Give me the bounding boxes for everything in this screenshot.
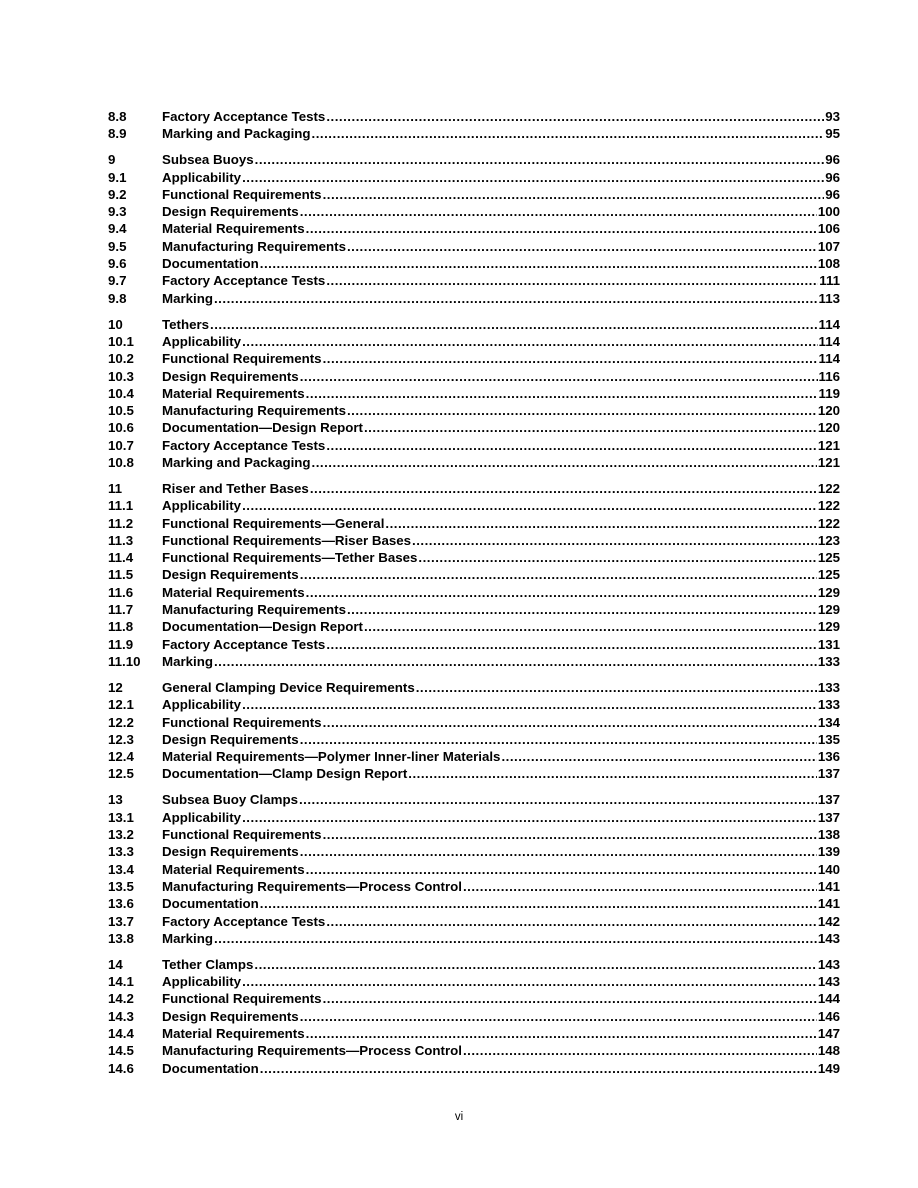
toc-page-number: 107	[817, 238, 840, 254]
toc-entry[interactable]	[108, 913, 840, 930]
toc-section-title: Material Requirements	[162, 221, 305, 237]
toc-page-number: 111	[819, 273, 840, 289]
toc-section-number: 13.7	[108, 913, 134, 929]
toc-section-number: 12.1	[108, 697, 134, 713]
toc-section-title: Design Requirements	[162, 731, 299, 747]
toc-section-number: 12	[108, 679, 123, 695]
toc-page-number: 114	[818, 351, 840, 367]
toc-page-number: 116	[818, 368, 840, 384]
toc-section-title: Factory Acceptance Tests	[162, 636, 326, 652]
toc-section-title: Design Requirements	[162, 844, 299, 860]
toc-section-number: 9.1	[108, 169, 127, 185]
toc-section-title: Factory Acceptance Tests	[162, 437, 326, 453]
toc-section-title: Functional Requirements	[162, 991, 322, 1007]
toc-page-number: 113	[818, 290, 840, 306]
toc-dot-leader	[300, 1008, 817, 1025]
toc-dot-leader	[412, 532, 817, 549]
toc-dot-leader	[299, 791, 817, 808]
toc-entry[interactable]	[108, 272, 840, 289]
toc-section-title: Documentation	[162, 256, 259, 272]
toc-entry[interactable]	[108, 402, 840, 419]
toc-dot-leader	[416, 679, 817, 696]
toc-section-number: 10.4	[108, 385, 134, 401]
toc-page-number: 121	[817, 455, 840, 471]
toc-section-title: Manufacturing Requirements	[162, 602, 346, 618]
toc-page-number: 119	[818, 385, 840, 401]
toc-dot-leader	[242, 973, 817, 990]
toc-dot-leader	[323, 826, 817, 843]
toc-entry[interactable]	[108, 437, 840, 454]
toc-entry[interactable]	[108, 497, 840, 514]
toc-section-title: Tethers	[162, 316, 210, 332]
toc-page-number: 122	[817, 498, 840, 514]
toc-dot-leader	[326, 272, 818, 289]
toc-page-number: 143	[817, 956, 840, 972]
toc-section-title: Documentation—Design Report	[162, 420, 363, 436]
toc-entry[interactable]	[108, 636, 840, 653]
toc-entry[interactable]	[108, 169, 840, 186]
toc-dot-leader	[326, 636, 816, 653]
toc-dot-leader	[254, 956, 816, 973]
toc-section-number: 11.3	[108, 532, 134, 548]
toc-section-number: 11.9	[108, 636, 134, 652]
toc-section-title: Applicability	[162, 697, 242, 713]
toc-page-number: 108	[817, 256, 840, 272]
toc-entry[interactable]	[108, 748, 840, 765]
toc-section-number: 10.2	[108, 351, 134, 367]
toc-section-number: 14.4	[108, 1025, 134, 1041]
toc-section-number: 14.6	[108, 1060, 134, 1076]
toc-entry[interactable]	[108, 714, 840, 731]
toc-dot-leader	[323, 990, 817, 1007]
toc-page-number: 129	[817, 584, 840, 600]
toc-section-number: 11.5	[108, 567, 134, 583]
toc-entry[interactable]	[108, 515, 840, 532]
toc-section-number: 13	[108, 792, 123, 808]
toc-page-number: 143	[817, 974, 840, 990]
toc-entry[interactable]	[108, 843, 840, 860]
toc-entry[interactable]	[108, 809, 840, 826]
toc-section-title: Manufacturing Requirements	[162, 403, 346, 419]
toc-section-number: 13.3	[108, 844, 134, 860]
toc-entry[interactable]	[108, 290, 840, 307]
toc-page-number: 134	[817, 714, 840, 730]
toc-section-title: Design Requirements	[162, 1008, 299, 1024]
toc-section-title: Material Requirements	[162, 1025, 305, 1041]
toc-dot-leader	[306, 1025, 817, 1042]
toc-section-number: 13.6	[108, 896, 134, 912]
toc-dot-leader	[242, 696, 817, 713]
toc-section-number: 9.4	[108, 221, 127, 237]
toc-section-title: Factory Acceptance Tests	[162, 109, 326, 124]
toc-section-title: Material Requirements	[162, 385, 305, 401]
toc-dot-leader	[214, 290, 818, 307]
toc-dot-leader	[260, 895, 817, 912]
toc-entry[interactable]	[108, 990, 840, 1007]
toc-section-number: 14.1	[108, 974, 134, 990]
toc-page-number: 120	[817, 420, 840, 436]
toc-section-title: Marking	[162, 930, 213, 946]
toc-entry[interactable]	[108, 316, 840, 333]
toc-page-number: 114	[818, 316, 840, 332]
toc-page-number: 146	[817, 1008, 840, 1024]
toc-page-number: 122	[817, 515, 840, 531]
toc-page-number: 96	[825, 169, 840, 185]
toc-section-number: 13.2	[108, 827, 134, 843]
toc-entry[interactable]	[108, 1042, 840, 1059]
toc-section-title: Documentation	[162, 896, 259, 912]
toc-section-number: 10.6	[108, 420, 134, 436]
toc-entry[interactable]	[108, 186, 840, 203]
toc-page-number: 136	[817, 749, 840, 765]
toc-entry[interactable]	[108, 895, 840, 912]
toc-page-number: 139	[817, 844, 840, 860]
toc-section-number: 9.3	[108, 204, 127, 220]
toc-section-title: General Clamping Device Requirements	[162, 679, 415, 695]
toc-entry[interactable]	[108, 930, 840, 947]
toc-dot-leader	[463, 1042, 817, 1059]
toc-dot-leader	[326, 437, 816, 454]
toc-section-title: Applicability	[162, 333, 242, 349]
toc-entry[interactable]	[108, 419, 840, 436]
toc-entry[interactable]	[108, 731, 840, 748]
toc-section-title: Functional Requirements	[162, 186, 322, 202]
toc-entry[interactable]	[108, 973, 840, 990]
toc-dot-leader	[312, 454, 817, 471]
toc-page-number: 148	[817, 1043, 840, 1059]
toc-entry[interactable]	[108, 385, 840, 402]
toc-entry[interactable]	[108, 220, 840, 237]
toc-section-number: 10	[108, 316, 123, 332]
toc-entry[interactable]	[108, 878, 840, 895]
toc-page-number: 129	[817, 619, 840, 635]
toc-dot-leader	[242, 333, 817, 350]
toc-section-title: Design Requirements	[162, 204, 299, 220]
toc-section-title: Functional Requirements—General	[162, 515, 385, 531]
toc-entry[interactable]	[108, 151, 840, 168]
toc-section-number: 11	[108, 481, 123, 496]
toc-dot-leader	[260, 255, 817, 272]
toc-dot-leader	[300, 203, 817, 220]
toc-entry[interactable]	[108, 1025, 840, 1042]
toc-page-number: 142	[817, 913, 840, 929]
toc-page-number: 133	[817, 653, 840, 669]
toc-section-title: Manufacturing Requirements—Process Control	[162, 878, 462, 894]
toc-page-number: 135	[817, 731, 840, 747]
toc-entry[interactable]	[108, 618, 840, 635]
toc-section-title: Subsea Buoys	[162, 152, 254, 168]
toc-entry[interactable]	[108, 238, 840, 255]
toc-section-number: 10.7	[108, 437, 134, 453]
toc-entry[interactable]	[108, 532, 840, 549]
toc-section-number: 9	[108, 152, 116, 168]
toc-dot-leader	[323, 714, 817, 731]
toc-section-title: Factory Acceptance Tests	[162, 913, 326, 929]
toc-section-title: Functional Requirements	[162, 714, 322, 730]
toc-dot-leader	[364, 419, 817, 436]
toc-page-number: 133	[817, 697, 840, 713]
toc-entry[interactable]	[108, 566, 840, 583]
toc-section-title: Applicability	[162, 809, 242, 825]
toc-dot-leader	[323, 350, 818, 367]
toc-section-number: 10.5	[108, 403, 134, 419]
toc-dot-leader	[214, 653, 817, 670]
toc-section-number: 11.10	[108, 653, 141, 669]
toc-dot-leader	[385, 515, 816, 532]
toc-section-number: 13.4	[108, 861, 134, 877]
toc-section-number: 11.6	[108, 584, 134, 600]
toc-entry[interactable]	[108, 765, 840, 782]
toc-page-number: 144	[817, 991, 840, 1007]
toc-dot-leader	[347, 601, 817, 618]
toc-dot-leader	[323, 186, 825, 203]
toc-section-number: 11.8	[108, 619, 134, 635]
toc-section-number: 9.6	[108, 256, 127, 272]
toc-page-number: 133	[817, 679, 840, 695]
toc-section-title: Tether Clamps	[162, 956, 254, 972]
toc-entry[interactable]	[108, 454, 840, 471]
toc-entry[interactable]	[108, 203, 840, 220]
toc-entry[interactable]	[108, 1060, 840, 1077]
toc-page-number: 137	[817, 809, 840, 825]
toc-section-title: Manufacturing Requirements—Process Control	[162, 1043, 462, 1059]
toc-section-title: Riser and Tether Bases	[162, 481, 309, 496]
toc-section-title: Material Requirements	[162, 584, 305, 600]
toc-page-number: 131	[817, 636, 840, 652]
toc-page-number: 147	[817, 1025, 840, 1041]
toc-section-title: Design Requirements	[162, 368, 299, 384]
toc-dot-leader	[306, 861, 817, 878]
toc-page-number: 129	[817, 602, 840, 618]
toc-section-number: 9.2	[108, 186, 127, 202]
toc-dot-leader	[463, 878, 817, 895]
toc-dot-leader	[214, 930, 817, 947]
toc-section-number: 8.8	[108, 109, 127, 124]
toc-page-number: 122	[817, 481, 840, 496]
toc-dot-leader	[306, 220, 817, 237]
toc-page-number: 141	[817, 878, 840, 894]
toc-entry[interactable]	[108, 255, 840, 272]
toc-entry[interactable]	[108, 333, 840, 350]
toc-dot-leader	[260, 1060, 817, 1077]
toc-page-number: 137	[817, 766, 840, 782]
toc-dot-leader	[310, 480, 817, 497]
toc-dot-leader	[300, 566, 817, 583]
toc-section-number: 10.1	[108, 333, 134, 349]
toc-dot-leader	[242, 169, 824, 186]
toc-section-title: Subsea Buoy Clamps	[162, 792, 298, 808]
toc-entry[interactable]	[108, 584, 840, 601]
toc-section-title: Applicability	[162, 169, 242, 185]
toc-dot-leader	[347, 402, 817, 419]
toc-dot-leader	[326, 913, 816, 930]
toc-page-number: 140	[817, 861, 840, 877]
toc-section-title: Applicability	[162, 974, 242, 990]
toc-page-number: 120	[817, 403, 840, 419]
toc-section-number: 12.2	[108, 714, 134, 730]
toc-entry[interactable]	[108, 826, 840, 843]
toc-page-number: 123	[817, 532, 840, 548]
toc-page-number: 149	[817, 1060, 840, 1076]
toc-entry[interactable]	[108, 791, 840, 808]
toc-dot-leader	[300, 731, 817, 748]
toc-page-number: 106	[817, 221, 840, 237]
toc-section-title: Marking and Packaging	[162, 126, 311, 142]
toc-page-number: 95	[825, 126, 840, 142]
toc-section-number: 14.3	[108, 1008, 134, 1024]
toc-section-title: Functional Requirements	[162, 351, 322, 367]
toc-page-number: 96	[825, 186, 840, 202]
toc-page-number: 121	[817, 437, 840, 453]
toc-entry[interactable]	[108, 861, 840, 878]
toc-section-number: 14	[108, 956, 123, 972]
toc-section-number: 13.8	[108, 930, 134, 946]
toc-dot-leader	[306, 584, 817, 601]
toc-section-title: Factory Acceptance Tests	[162, 273, 326, 289]
toc-section-number: 9.5	[108, 238, 127, 254]
toc-section-number: 13.5	[108, 878, 134, 894]
toc-entry[interactable]	[108, 368, 840, 385]
toc-dot-leader	[501, 748, 816, 765]
toc-entry[interactable]	[108, 679, 840, 696]
toc-section-title: Functional Requirements—Riser Bases	[162, 532, 412, 548]
toc-section-number: 13.1	[108, 809, 134, 825]
toc-section-title: Functional Requirements—Tether Bases	[162, 550, 418, 566]
toc-section-title: Material Requirements—Polymer Inner-liner Materials	[162, 749, 501, 765]
toc-dot-leader	[312, 125, 825, 142]
toc-entry[interactable]	[108, 1008, 840, 1025]
toc-section-number: 11.4	[108, 550, 134, 566]
toc-page-number: 143	[817, 930, 840, 946]
toc-page-number: 100	[817, 204, 840, 220]
toc-section-number: 12.3	[108, 731, 134, 747]
toc-section-number: 14.5	[108, 1043, 134, 1059]
toc-page-number: 125	[817, 550, 840, 566]
toc-section-number: 11.2	[108, 515, 134, 531]
toc-page-number: 125	[817, 567, 840, 583]
toc-section-number: 11.1	[108, 498, 134, 514]
toc-page-number: 138	[817, 827, 840, 843]
toc-dot-leader	[326, 108, 824, 125]
toc-dot-leader	[300, 368, 818, 385]
toc-dot-leader	[210, 316, 818, 333]
toc-entry[interactable]	[108, 696, 840, 713]
toc-dot-leader	[306, 385, 818, 402]
toc-section-number: 12.4	[108, 749, 134, 765]
toc-section-title: Marking	[162, 290, 213, 306]
toc-dot-leader	[242, 497, 817, 514]
toc-section-title: Marking and Packaging	[162, 455, 311, 471]
toc-page-number: 93	[825, 109, 840, 124]
toc-entry[interactable]	[108, 549, 840, 566]
toc-dot-leader	[408, 765, 817, 782]
toc-entry[interactable]	[108, 601, 840, 618]
toc-section-title: Documentation	[162, 1060, 259, 1076]
toc-entry[interactable]	[108, 350, 840, 367]
toc-section-number: 10.3	[108, 368, 134, 384]
toc-section-title: Manufacturing Requirements	[162, 238, 346, 254]
toc-section-number: 9.7	[108, 273, 127, 289]
toc-dot-leader	[418, 549, 816, 566]
toc-entry[interactable]	[108, 956, 840, 973]
table-of-contents	[108, 108, 840, 1077]
toc-page-number: 96	[825, 152, 840, 168]
toc-section-number: 14.2	[108, 991, 134, 1007]
toc-dot-leader	[364, 618, 817, 635]
toc-page-number: 114	[818, 333, 840, 349]
toc-page-number: 141	[817, 896, 840, 912]
toc-section-title: Marking	[162, 653, 213, 669]
toc-section-number: 12.5	[108, 766, 134, 782]
toc-section-number: 9.8	[108, 290, 127, 306]
page-number: vi	[454, 1111, 464, 1123]
toc-section-title: Material Requirements	[162, 861, 305, 877]
toc-entry[interactable]	[108, 480, 840, 497]
toc-section-title: Documentation—Clamp Design Report	[162, 766, 408, 782]
toc-section-number: 8.9	[108, 126, 127, 142]
toc-section-title: Design Requirements	[162, 567, 299, 583]
toc-section-title: Functional Requirements	[162, 827, 322, 843]
toc-dot-leader	[300, 843, 817, 860]
toc-page-number: 137	[817, 792, 840, 808]
toc-section-title: Documentation—Design Report	[162, 619, 363, 635]
toc-dot-leader	[347, 238, 817, 255]
toc-entry[interactable]	[108, 653, 840, 670]
toc-entry[interactable]	[108, 108, 840, 125]
toc-dot-leader	[242, 809, 817, 826]
toc-section-title: Applicability	[162, 498, 242, 514]
toc-section-number: 11.7	[108, 602, 134, 618]
toc-section-number: 10.8	[108, 455, 134, 471]
toc-entry[interactable]	[108, 125, 840, 142]
toc-dot-leader	[255, 151, 825, 168]
